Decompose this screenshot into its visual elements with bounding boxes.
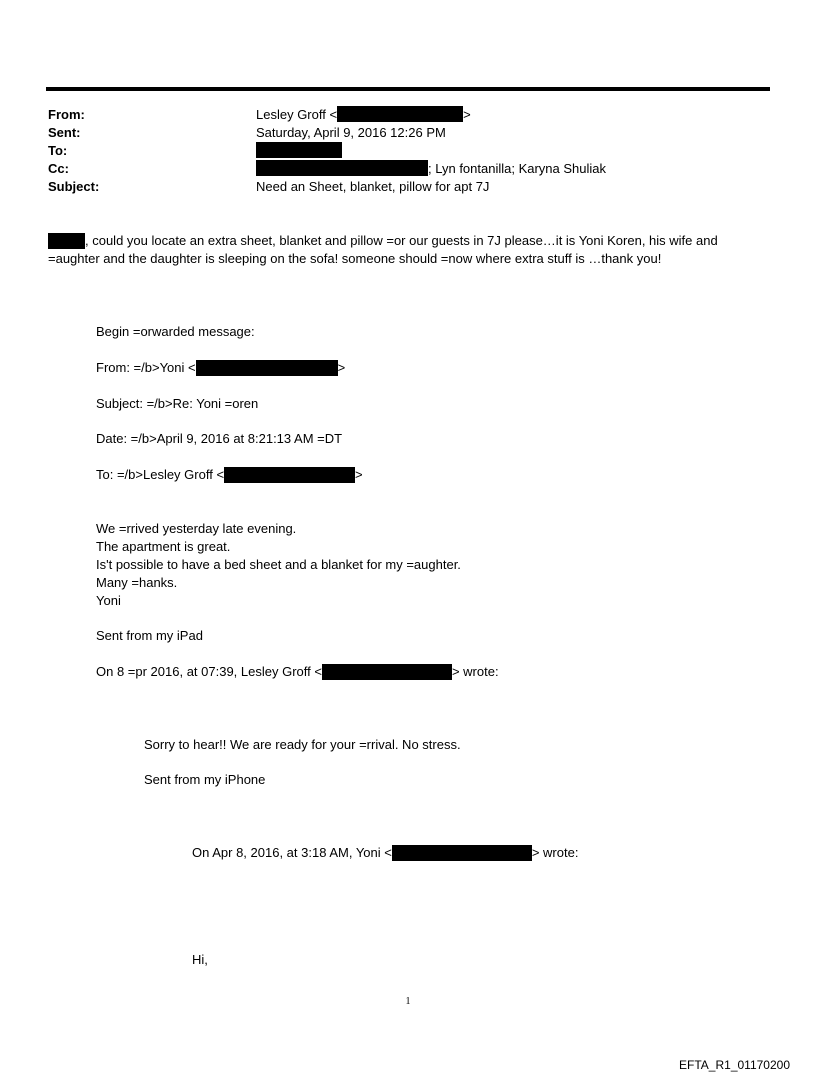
message-line: Yoni (96, 593, 121, 608)
forward-from-close: > (337, 360, 346, 375)
subject-label: Subject: (48, 179, 100, 194)
cc-rest: ; Lyn fontanilla; Karyna Shuliak (428, 161, 607, 176)
sent-label: Sent: (48, 125, 81, 140)
from-value (256, 106, 471, 124)
message-line: We =rrived yesterday late evening. (96, 521, 297, 536)
message-line: The apartment is great. (96, 539, 231, 554)
redaction-block (196, 360, 338, 376)
original-intro-suffix: > wrote: (531, 845, 579, 860)
from-close: > (463, 107, 471, 122)
sent-value: Saturday, April 9, 2016 12:26 PM (256, 125, 446, 140)
to-label: To: (48, 143, 68, 158)
greeting: Hi, (192, 952, 208, 967)
cc-label: Cc: (48, 161, 69, 176)
from-label: From: (48, 107, 85, 122)
message-line: Many =hanks. (96, 575, 178, 590)
forward-begin: Begin =orwarded message: (96, 324, 255, 339)
quote-intro (96, 664, 499, 680)
redaction-block (256, 142, 342, 158)
redaction-block (322, 664, 452, 680)
forward-subject: Subject: =/b>Re: Yoni =oren (96, 396, 259, 411)
from-name: Lesley Groff < (256, 107, 338, 122)
to-value (256, 142, 342, 160)
quote-intro-suffix: > wrote: (451, 664, 499, 679)
document-id: EFTA_R1_01170200 (679, 1058, 790, 1072)
subject-value: Need an Sheet, blanket, pillow for apt 7J (256, 179, 490, 194)
quote-intro-text: On 8 =pr 2016, at 07:39, Lesley Groff < (96, 664, 322, 679)
forward-to (96, 467, 363, 483)
original-intro (192, 845, 578, 861)
cc-value (256, 160, 606, 178)
body-line-1 (48, 233, 718, 249)
sent-from-ipad: Sent from my iPad (96, 628, 203, 643)
forward-from (96, 360, 345, 376)
header-rule (46, 87, 770, 91)
forward-date: Date: =/b>April 9, 2016 at 8:21:13 AM =DT (96, 431, 343, 446)
body-line-2: =aughter and the daughter is sleeping on the sofa! someone should =now where extra stuff is …thank you! (48, 251, 662, 266)
forward-to-close: > (355, 467, 363, 482)
reply-text: Sorry to hear!! We are ready for your =rrival. No stress. (144, 737, 461, 752)
redaction-block (337, 106, 463, 122)
original-intro-text: On Apr 8, 2016, at 3:18 AM, Yoni < (192, 845, 392, 860)
redaction-block (224, 467, 355, 483)
page-number: 1 (405, 996, 411, 1007)
forward-from-text: From: =/b>Yoni < (96, 360, 196, 375)
redaction-block (392, 845, 532, 861)
body-line-1-text: , could you locate an extra sheet, blanket and pillow =or our guests in 7J please…it is Yoni Koren, his wife and (85, 233, 718, 248)
forward-to-text: To: =/b>Lesley Groff < (96, 467, 225, 482)
message-line: Is't possible to have a bed sheet and a blanket for my =aughter. (96, 557, 461, 572)
sent-from-iphone: Sent from my iPhone (144, 772, 266, 787)
redaction-block (256, 160, 428, 176)
redaction-block (48, 233, 85, 249)
